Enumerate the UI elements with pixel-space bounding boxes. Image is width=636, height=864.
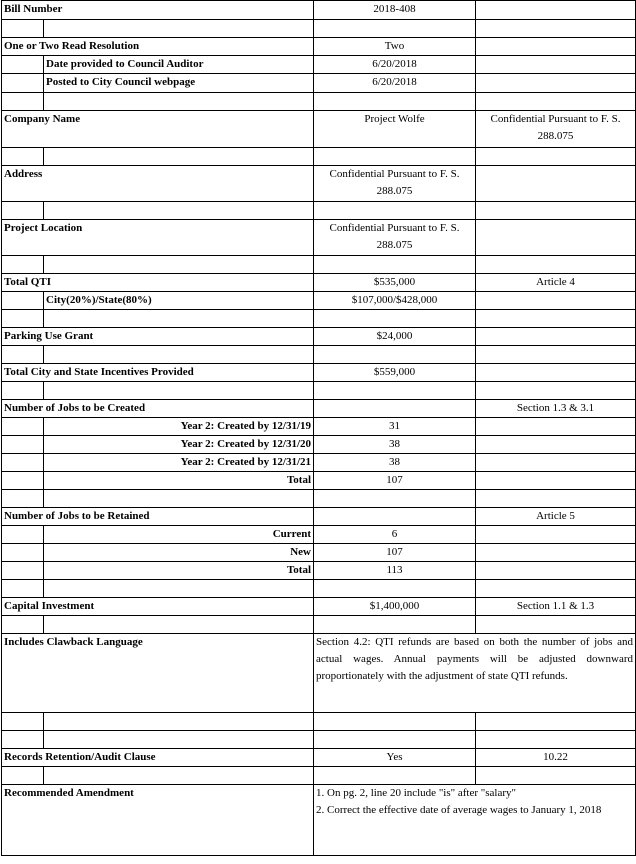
bill-number-value: 2018-408 <box>314 1 476 20</box>
project-location-value: Confidential Pursuant to F. S. 288.075 <box>314 220 476 256</box>
jobs-created-row-value: 31 <box>314 418 476 436</box>
jobs-retained-row <box>2 544 636 562</box>
jobs-created-row-label: Year 2: Created by 12/31/20 <box>44 436 314 454</box>
clawback-label: Includes Clawback Language <box>2 634 314 713</box>
amendment-items <box>314 785 636 856</box>
jobs-created-row-value: 38 <box>314 454 476 472</box>
jobs-retained-row-value: 107 <box>314 544 476 562</box>
jobs-created-label: Number of Jobs to be Created <box>2 400 314 418</box>
jobs-created-total-row <box>2 472 636 490</box>
row-records-retention <box>2 749 636 767</box>
total-incentives-value: $559,000 <box>314 364 476 382</box>
jobs-retained-note: Article 5 <box>476 508 636 526</box>
jobs-created-row-label: Year 2: Created by 12/31/21 <box>44 454 314 472</box>
row-qti-split <box>2 292 636 310</box>
total-incentives-label: Total City and State Incentives Provided <box>2 364 314 382</box>
row-parking-grant <box>2 328 636 346</box>
records-retention-label: Records Retention/Audit Clause <box>2 749 314 767</box>
row-total-incentives <box>2 364 636 382</box>
address-value: Confidential Pursuant to F. S. 288.075 <box>314 166 476 202</box>
jobs-retained-total-row <box>2 562 636 580</box>
jobs-created-row <box>2 436 636 454</box>
row-resolution <box>2 38 636 56</box>
posted-webpage-label: Posted to City Council webpage <box>44 74 314 93</box>
row-clawback <box>2 634 636 713</box>
project-location-label: Project Location <box>2 220 314 256</box>
posted-webpage-value: 6/20/2018 <box>314 74 476 93</box>
row-capital-investment <box>2 598 636 616</box>
row-jobs-created <box>2 400 636 418</box>
capital-investment-label: Capital Investment <box>2 598 314 616</box>
amendment-item: 2. Correct the effective date of average wages to January 1, 2018 <box>316 804 602 816</box>
row-project-location <box>2 220 636 256</box>
jobs-retained-row-value: 6 <box>314 526 476 544</box>
qti-split-label: City(20%)/State(80%) <box>44 292 314 310</box>
total-qti-value: $535,000 <box>314 274 476 292</box>
qti-split-value: $107,000/$428,000 <box>314 292 476 310</box>
address-label: Address <box>2 166 314 202</box>
bill-number-label: Bill Number <box>2 1 314 20</box>
row-jobs-retained <box>2 508 636 526</box>
jobs-retained-label: Number of Jobs to be Retained <box>2 508 314 526</box>
records-retention-note: 10.22 <box>476 749 636 767</box>
resolution-label: One or Two Read Resolution <box>2 38 314 56</box>
parking-grant-value: $24,000 <box>314 328 476 346</box>
bill-summary-table <box>1 0 636 856</box>
row-date-auditor <box>2 56 636 74</box>
capital-investment-value: $1,400,000 <box>314 598 476 616</box>
jobs-created-total-value: 107 <box>314 472 476 490</box>
jobs-retained-total-value: 113 <box>314 562 476 580</box>
jobs-created-row <box>2 454 636 472</box>
parking-grant-label: Parking Use Grant <box>2 328 314 346</box>
row-total-qti <box>2 274 636 292</box>
jobs-created-row-value: 38 <box>314 436 476 454</box>
date-auditor-label: Date provided to Council Auditor <box>44 56 314 74</box>
company-name-note: Confidential Pursuant to F. S. 288.075 <box>476 111 636 148</box>
jobs-retained-row-label: Current <box>44 526 314 544</box>
records-retention-value: Yes <box>314 749 476 767</box>
jobs-retained-row <box>2 526 636 544</box>
total-qti-note: Article 4 <box>476 274 636 292</box>
row-amendment <box>2 785 636 856</box>
jobs-retained-total-label: Total <box>44 562 314 580</box>
date-auditor-value: 6/20/2018 <box>314 56 476 74</box>
company-name-label: Company Name <box>2 111 314 148</box>
row-company-name <box>2 111 636 148</box>
total-qti-label: Total QTI <box>2 274 314 292</box>
amendment-label: Recommended Amendment <box>2 785 314 856</box>
capital-investment-note: Section 1.1 & 1.3 <box>476 598 636 616</box>
jobs-created-total-label: Total <box>44 472 314 490</box>
company-name-value: Project Wolfe <box>314 111 476 148</box>
row-bill-number <box>2 1 636 20</box>
amendment-item: 1. On pg. 2, line 20 include "is" after "salary" <box>316 787 517 799</box>
row-posted-webpage <box>2 74 636 93</box>
row-address <box>2 166 636 202</box>
jobs-created-note: Section 1.3 & 3.1 <box>476 400 636 418</box>
resolution-value: Two <box>314 38 476 56</box>
clawback-value: Section 4.2: QTI refunds are based on both the number of jobs and actual wages. Annual payments will be adjusted downward proportionately with the adjustment of state QTI refunds. <box>314 634 636 713</box>
jobs-retained-row-label: New <box>44 544 314 562</box>
jobs-created-row <box>2 418 636 436</box>
jobs-created-row-label: Year 2: Created by 12/31/19 <box>44 418 314 436</box>
